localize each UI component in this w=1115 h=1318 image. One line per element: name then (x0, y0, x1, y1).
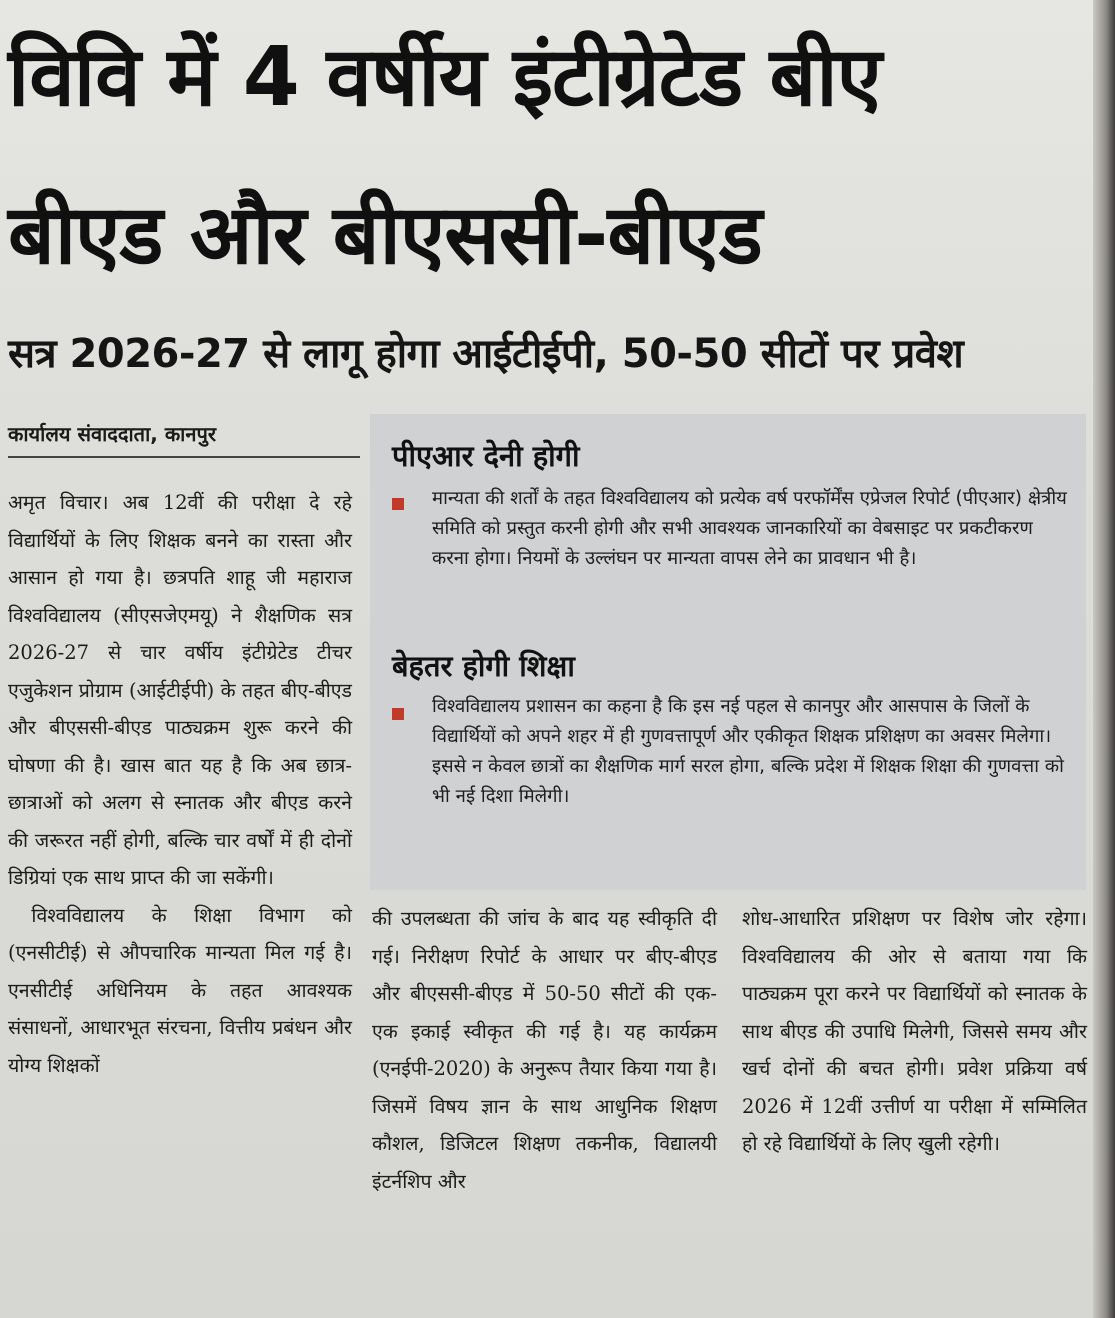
article-column-1 (8, 484, 352, 1084)
article-column-2 (372, 900, 717, 1200)
column-2-paragraph-1: की उपलब्धता की जांच के बाद यह स्वीकृति दी गई। निरीक्षण रिपोर्ट के आधार पर बीए-बीएड और बीएससी-बीएड में 50-50 सीटों की एक-एक इकाई स्वीकृत की गई है। यह कार्यक्रम (एनईपी-2020) के अनुरूप तैयार किया गया है। जिसमें विषय ज्ञान के साथ आधुनिक शिक्षण कौशल, डिजिटल शिक्षण तकनीक, विद्यालयी इंटर्नशिप और (372, 907, 717, 1193)
column-3-paragraph-1: शोध-आधारित प्रशिक्षण पर विशेष जोर रहेगा। विश्वविद्यालय की ओर से बताया गया कि पाठ्यक्रम पूरा करने पर विद्यार्थियों को स्नातक के साथ बीएड की उपाधि मिलेगी, जिससे समय और खर्च दोनों की बचत होगी। प्रवेश प्रक्रिया वर्ष 2026 में 12वीं उत्तीर्ण या परीक्षा में सम्मिलित हो रहे विद्यार्थियों के लिए खुली रहेगी। (742, 907, 1087, 1155)
red-square-bullet-icon (392, 498, 404, 510)
headline-line-2: बीएड और बीएससी-बीएड (8, 188, 762, 283)
headline-line-1: विवि में 4 वर्षीय इंटीग्रेटेड बीए (8, 30, 881, 125)
box-text-better-education: विश्वविद्यालय प्रशासन का कहना है कि इस नई पहल से कानपुर और आसपास के जिलों के विद्यार्थियों को अपने शहर में ही गुणवत्तापूर्ण और एकीकृत शिक्षक प्रशिक्षण का अवसर मिलेगा। इससे न केवल छात्रों का शैक्षणिक मार्ग सरल होगा, बल्कि प्रदेश में शिक्षक शिक्षा की गुणवत्ता को भी नई दिशा मिलेगी। (432, 696, 1064, 807)
column-1-paragraph-2: विश्वविद्यालय के शिक्षा विभाग को (एनसीटीई) से औपचारिक मान्यता मिल गई है। एनसीटीई अधिनियम के तहत आवश्यक संसाधनों, आधारभूत संरचना, वित्तीय प्रबंधन और योग्य शिक्षकों (8, 903, 352, 1077)
box-text-par: मान्यता की शर्तों के तहत विश्वविद्यालय को प्रत्येक वर्ष परफॉर्मेंस एप्रेजल रिपोर्ट (पीएआर) क्षेत्रीय समिति को प्रस्तुत करनी होगी और सभी आवश्यक जानकारियों का वेबसाइट पर प्रकटीकरण करना होगा। नियमों के उल्लंघन पर मान्यता वापस लेने का प्रावधान भी है। (432, 488, 1067, 569)
subheadline: सत्र 2026-27 से लागू होगा आईटीईपी, 50-50 सीटों पर प्रवेश (8, 331, 964, 377)
red-square-bullet-icon (392, 708, 404, 720)
column-1-paragraph-1: अमृत विचार। अब 12वीं की परीक्षा दे रहे विद्यार्थियों के लिए शिक्षक बनने का रास्ता और आसान हो गया है। छत्रपति शाहू जी महाराज विश्वविद्यालय (सीएसजेएमयू) ने शैक्षणिक सत्र 2026-27 से चार वर्षीय इंटीग्रेटेड टीचर एजुकेशन प्रोग्राम (आईटीईपी) के तहत बीए-बीएड और बीएससी-बीएड पाठ्यक्रम शुरू करने की घोषणा की है। खास बात यह है कि अब छात्र-छात्राओं को अलग से स्नातक और बीएड करने की जरूरत नहीं होगी, बल्कि चार वर्षों में ही दोनों डिग्रियां एक साथ प्राप्त की जा सकेंगी। (8, 491, 352, 889)
box-heading-better-education: बेहतर होगी शिक्षा (392, 649, 575, 683)
box-heading-par: पीएआर देनी होगी (392, 439, 580, 473)
page-edge-shadow (1093, 0, 1115, 1318)
article-column-3 (742, 900, 1087, 1163)
byline: कार्यालय संवाददाता, कानपुर (8, 418, 360, 458)
